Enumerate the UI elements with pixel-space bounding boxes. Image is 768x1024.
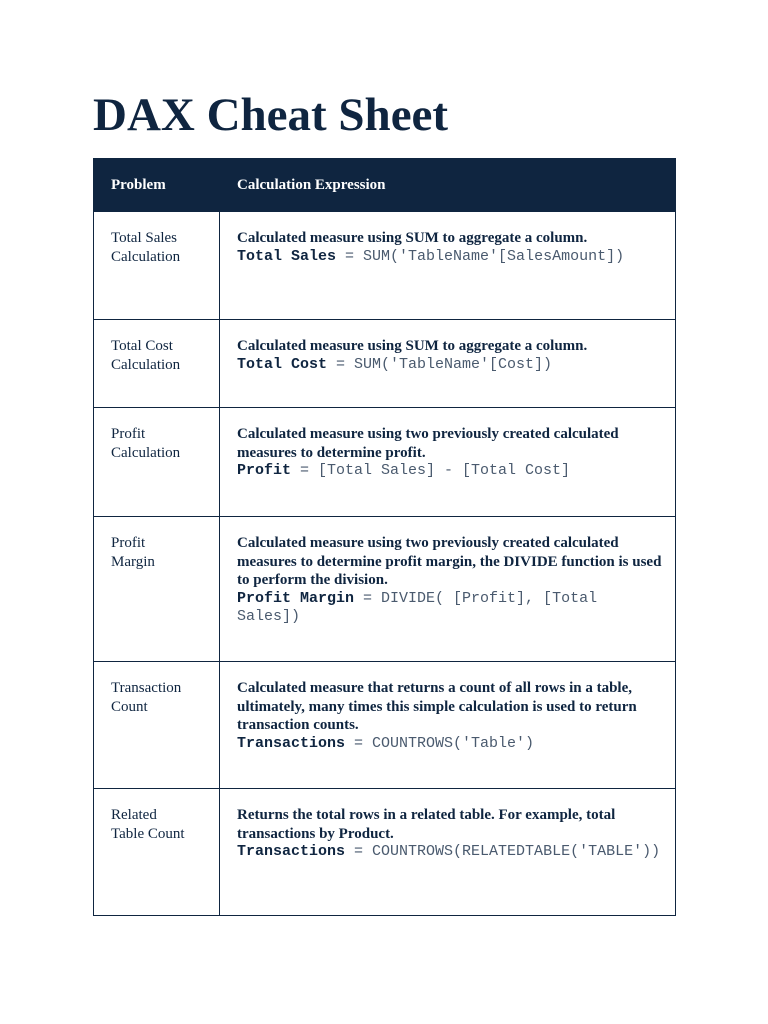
measure-name: Profit [237,462,292,479]
expression-cell [220,517,676,662]
problem-cell [94,662,220,789]
problem-cell [94,320,220,408]
expression-cell [220,320,676,408]
expression-cell [220,662,676,789]
problem-cell [94,408,220,517]
expression-cell [220,789,676,916]
measure-name: Transactions [237,734,346,752]
dax-code [237,462,665,481]
table-body [94,212,676,916]
table-row [94,408,676,517]
problem-cell [94,517,220,662]
expression-description: Calculated measure using two previously created calculated measures to determine profit. [237,426,619,461]
measure-expression: = [Total Sales] - [Total Cost] [291,462,571,479]
table-row [94,789,676,916]
expression-cell [220,408,676,517]
header-row [94,159,676,212]
page-title: DAX Cheat Sheet [93,89,449,141]
problem-line: Calculation [111,444,181,461]
table-row [94,320,676,408]
dax-code [237,356,665,375]
expression-description: Calculated measure that returns a count of all rows in a table, ultimately, many times this simple calculation is used to return transaction counts. [237,680,637,733]
problem-line: Profit [111,426,146,442]
problem-line: Margin [111,553,155,570]
problem-line: Transaction [111,680,182,696]
measure-name: Profit Margin [237,589,355,607]
table-header [94,159,676,212]
problem-line: Total Cost [111,338,173,354]
table-row [94,517,676,662]
dax-code [237,248,665,267]
problem-line: Profit [111,535,146,551]
problem-line: Count [111,698,148,715]
problem-cell [94,789,220,916]
problem-line: Calculation [111,248,181,265]
table-row [94,662,676,789]
problem-cell [94,212,220,320]
header-problem: Problem [94,159,220,212]
measure-expression: = COUNTROWS('Table') [345,734,535,752]
measure-name: Transactions [237,843,346,860]
expression-description: Calculated measure using SUM to aggregate a column. [237,338,588,354]
dax-cheat-table [93,158,676,916]
measure-name: Total Sales [237,247,337,265]
measure-expression: = COUNTROWS(RELATEDTABLE('TABLE')) [345,843,661,860]
problem-line: Total Sales [111,230,178,246]
problem-line: Calculation [111,356,181,373]
header-expression: Calculation Expression [220,159,676,212]
problem-line: Related [111,807,157,823]
measure-expression: = SUM('TableName'[SalesAmount]) [336,247,625,265]
dax-code [237,843,665,862]
dax-code [237,735,665,754]
measure-expression: = SUM('TableName'[Cost]) [327,355,553,373]
expression-description: Returns the total rows in a related table. For example, total transactions by Product. [237,807,616,842]
table-row [94,212,676,320]
expression-cell [220,212,676,320]
dax-code [237,590,665,627]
measure-expression: = DIVIDE( [Profit], [Total Sales]) [237,589,598,625]
measure-name: Total Cost [237,355,328,373]
expression-description: Calculated measure using two previously created calculated measures to determine profit margin, the DIVIDE function is used to perform the division. [237,535,662,588]
expression-description: Calculated measure using SUM to aggregate a column. [237,230,588,246]
problem-line: Table Count [111,825,185,842]
